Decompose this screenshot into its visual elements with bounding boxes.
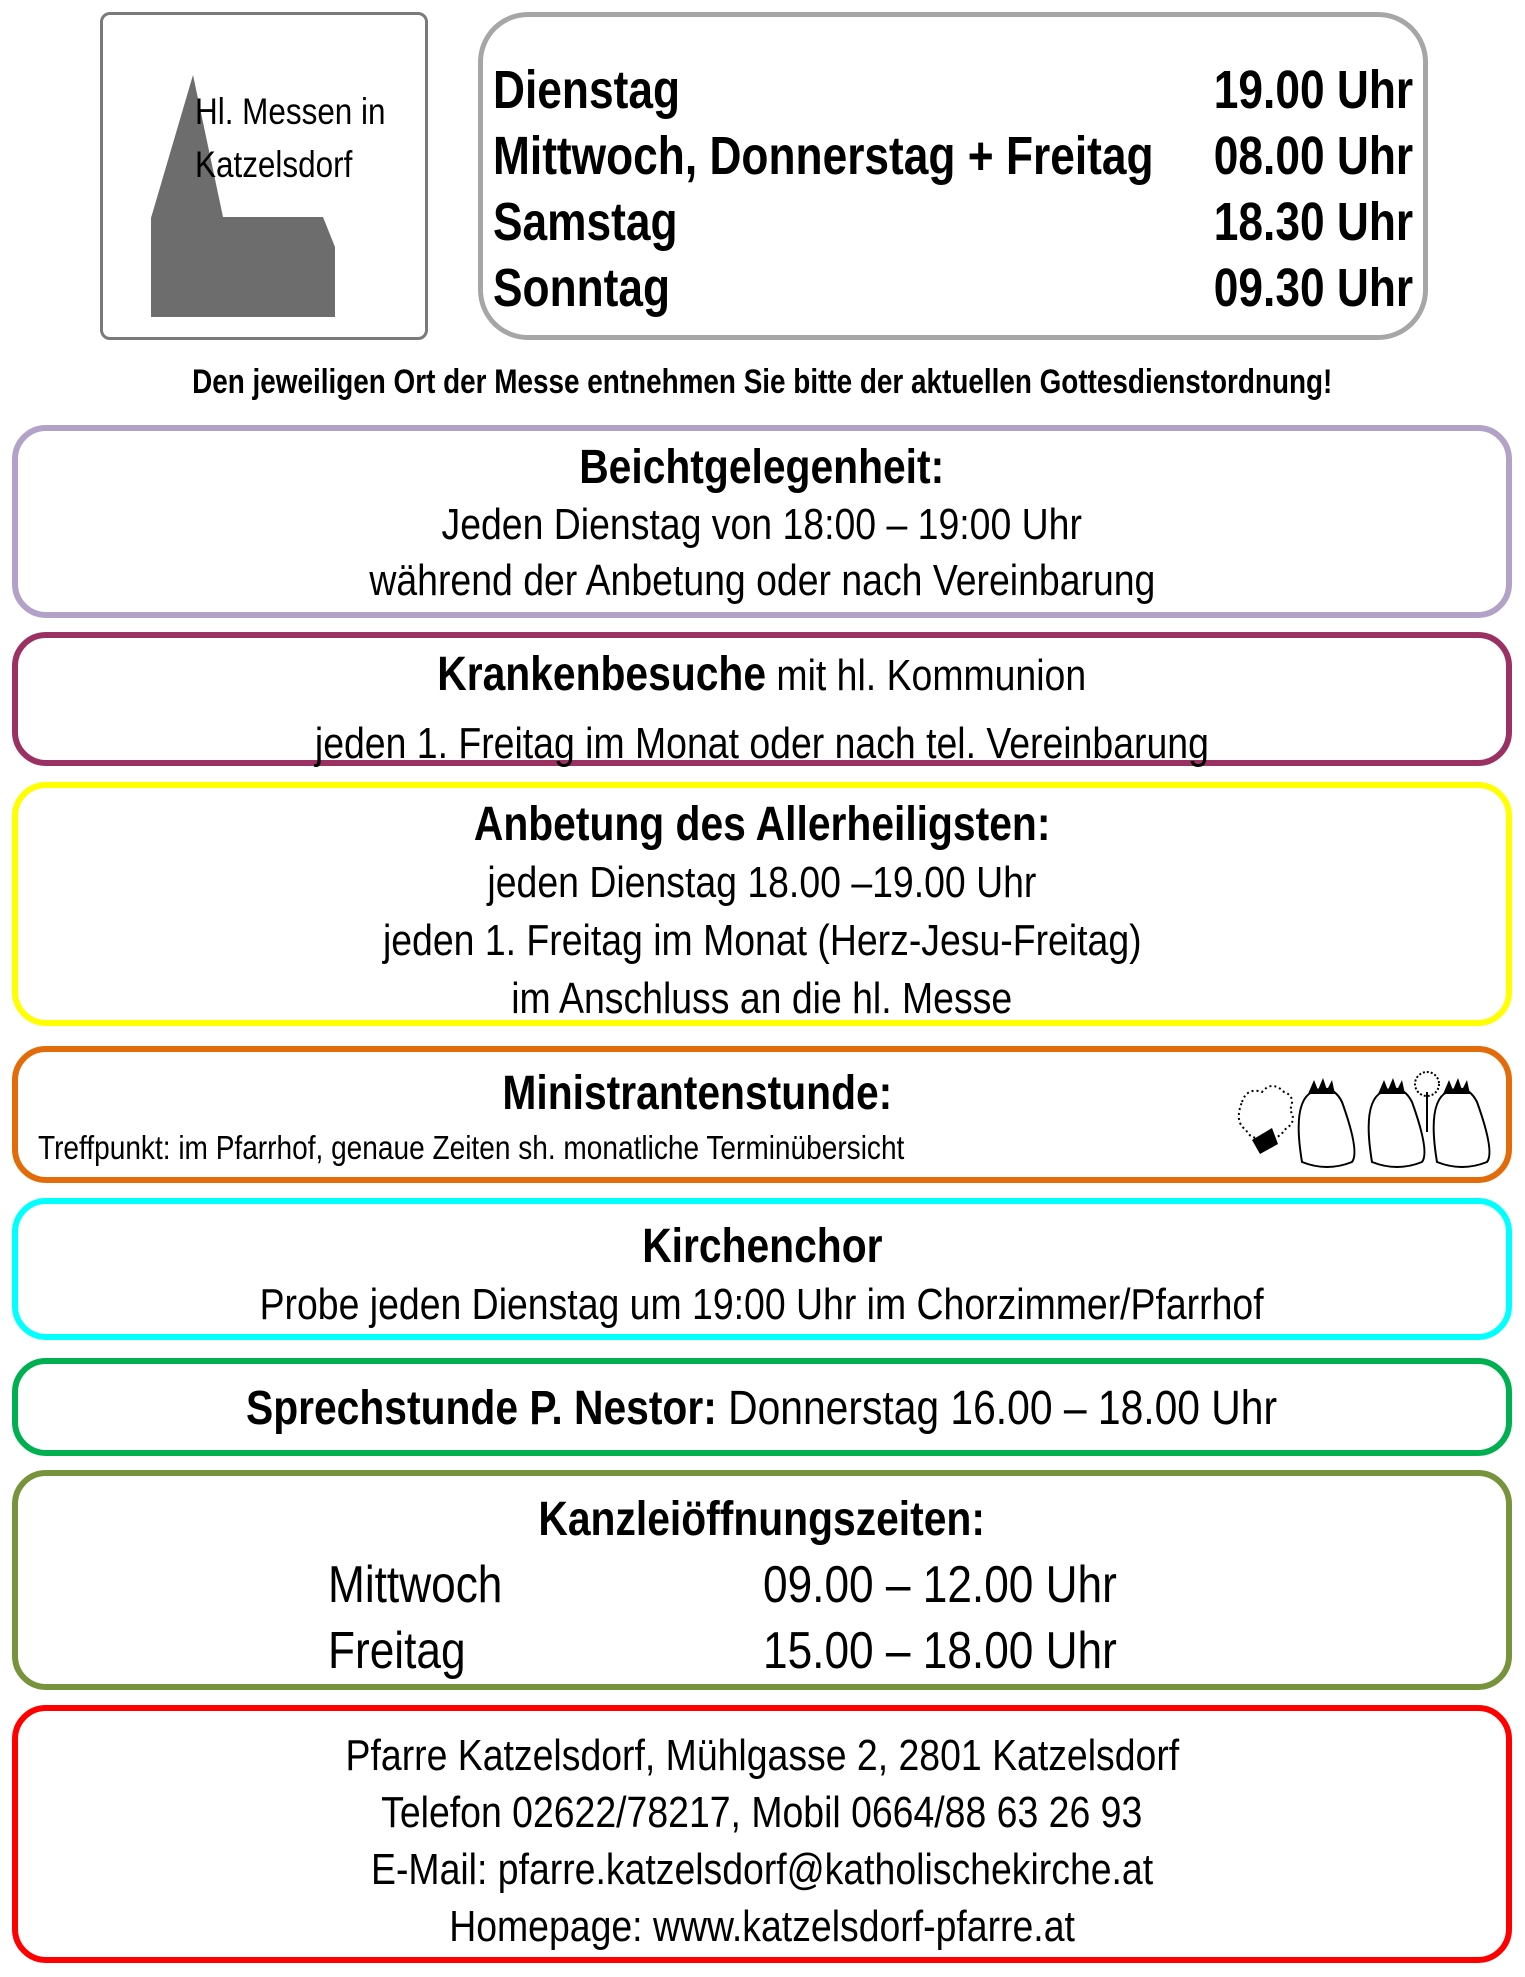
mass-time-row	[493, 123, 1413, 189]
opening-hours-row	[18, 1552, 1506, 1618]
logo-line-2: Katzelsdorf	[195, 144, 353, 185]
section-line: im Anschluss an die hl. Messe	[511, 974, 1013, 1023]
mass-time-row	[493, 57, 1413, 123]
mass-time: 08.00 Uhr	[1213, 126, 1413, 186]
office-hours-priest-section	[12, 1358, 1512, 1456]
opening-time: 15.00 – 18.00 Uhr	[763, 1622, 1117, 1680]
mass-time: 09.30 Uhr	[1213, 258, 1413, 318]
opening-hours-row	[18, 1618, 1506, 1684]
mass-time-row	[493, 189, 1413, 255]
section-line: jeden 1. Freitag im Monat oder nach tel. Vereinbarung	[315, 719, 1209, 768]
mass-time: 18.30 Uhr	[1213, 192, 1413, 252]
altar-servers-illustration-icon	[1222, 1062, 1492, 1174]
section-title: Ministrantenstunde:	[502, 1067, 892, 1120]
parish-logo	[100, 12, 428, 340]
mass-time-row	[493, 255, 1413, 321]
contact-homepage[interactable]: Homepage: www.katzelsdorf-pfarre.at	[449, 1902, 1075, 1951]
logo-line-1: Hl. Messen in	[195, 91, 386, 132]
mass-time: 19.00 Uhr	[1213, 60, 1413, 120]
section-line: Probe jeden Dienstag um 19:00 Uhr im Chorzimmer/Pfarrhof	[259, 1280, 1264, 1329]
section-title: Krankenbesuche	[437, 648, 767, 701]
adoration-section	[12, 782, 1512, 1026]
contact-phone: Telefon 02622/78217, Mobil 0664/88 63 26 93	[381, 1788, 1143, 1837]
section-line: jeden 1. Freitag im Monat (Herz-Jesu-Freitag)	[382, 916, 1142, 965]
mass-day: Dienstag	[493, 60, 681, 120]
opening-day: Freitag	[328, 1622, 466, 1680]
mass-day: Sonntag	[493, 258, 671, 318]
contact-address: Pfarre Katzelsdorf, Mühlgasse 2, 2801 Katzelsdorf	[345, 1731, 1179, 1780]
location-note-text: Den jeweiligen Ort der Messe entnehmen Sie bitte der aktuellen Gottesdienstordnung!	[192, 363, 1333, 401]
section-title: Kanzleiöffnungszeiten:	[538, 1493, 986, 1546]
church-choir-section	[12, 1198, 1512, 1340]
contact-section	[12, 1705, 1512, 1963]
mass-day: Mittwoch, Donnerstag + Freitag	[493, 126, 1154, 186]
mass-day: Samstag	[493, 192, 678, 252]
location-note	[0, 358, 1525, 406]
logo-caption	[195, 85, 386, 191]
sick-visits-section	[12, 632, 1512, 766]
section-title: Sprechstunde P. Nestor:	[246, 1382, 718, 1435]
mass-times-box	[478, 12, 1428, 340]
section-title: Anbetung des Allerheiligsten:	[473, 798, 1051, 851]
confession-section	[12, 425, 1512, 618]
section-title-suffix: mit hl. Kommunion	[766, 651, 1087, 700]
section-title: Beichtgelegenheit:	[579, 441, 945, 494]
section-line: Treffpunkt: im Pfarrhof, genaue Zeiten sh. monatliche Terminübersicht	[38, 1129, 905, 1166]
section-title-suffix: Donnerstag 16.00 – 18.00 Uhr	[717, 1382, 1278, 1435]
opening-time: 09.00 – 12.00 Uhr	[763, 1556, 1117, 1614]
contact-email[interactable]: E-Mail: pfarre.katzelsdorf@katholischekirche.at	[370, 1845, 1154, 1894]
section-title: Kirchenchor	[641, 1220, 883, 1273]
section-line: Jeden Dienstag von 18:00 – 19:00 Uhr	[441, 500, 1083, 549]
opening-day: Mittwoch	[328, 1556, 503, 1614]
office-opening-hours-section	[12, 1470, 1512, 1690]
section-line: während der Anbetung oder nach Vereinbarung	[368, 556, 1156, 605]
section-line: jeden Dienstag 18.00 –19.00 Uhr	[487, 858, 1037, 907]
altar-servers-section	[12, 1046, 1512, 1183]
